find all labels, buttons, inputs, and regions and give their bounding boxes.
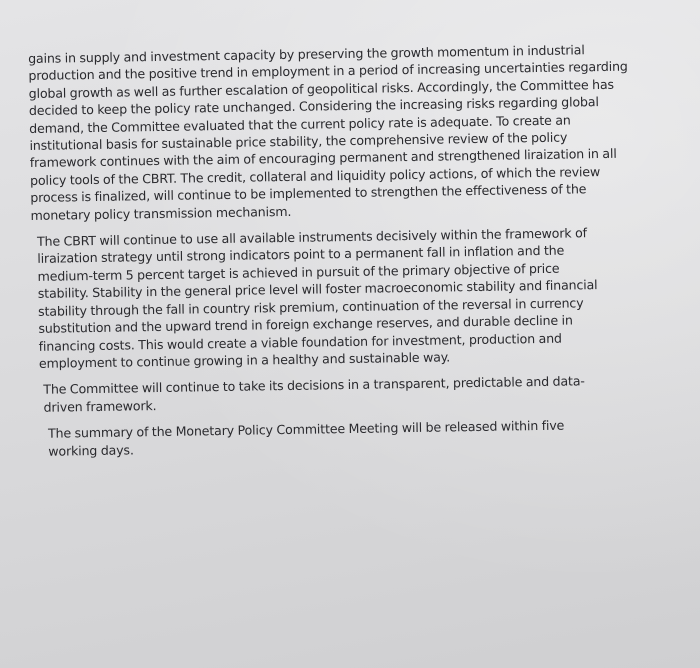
paragraph-committee-decisions: The Committee will continue to take its decisions in a transparent, predictable and data-driven framework. (43, 373, 585, 415)
paragraph-liraization-strategy: The CBRT will continue to use all available instruments decisively within the framework of liraization strategy until strong indicators point to a permanent fall in inflation and the medium-term 5 percent target is achieved in pursuit of the primary objective of price stability. Stability in the general price level will foster macroeconomic stability and financial stability through the fall in country risk premium, continuation of the reversal in currency substitution and the upward trend in foreign exchange reserves, and durable decline in financing costs. This would create a viable foundation for investment, production and employment to continue growing in a healthy and sustainable way. (36, 225, 598, 371)
paragraph-meeting-summary: The summary of the Monetary Policy Committee Meeting will be released within five working days. (47, 417, 565, 459)
document-page (28, 40, 655, 469)
paragraph-policy-rate: gains in supply and investment capacity by preserving the growth momentum in industrial production and the positive trend in employment in a period of increasing uncertainties regarding global growth as well as further escalation of geopolitical risks. Accordingly, the Committee has decided to keep the policy rate unchanged. Considering the increasing risks regarding global demand, the Committee evaluated that the current policy rate is adequate. To create an institutional basis for sustainable price stability, the comprehensive review of the policy framework continues with the aim of encouraging permanent and strengthened liraization in all policy tools of the CBRT. The credit, collateral and liquidity policy actions, of which the review process is finalized, will continue to be implemented to strengthen the effectiveness of the monetary policy transmission mechanism. (28, 42, 628, 223)
